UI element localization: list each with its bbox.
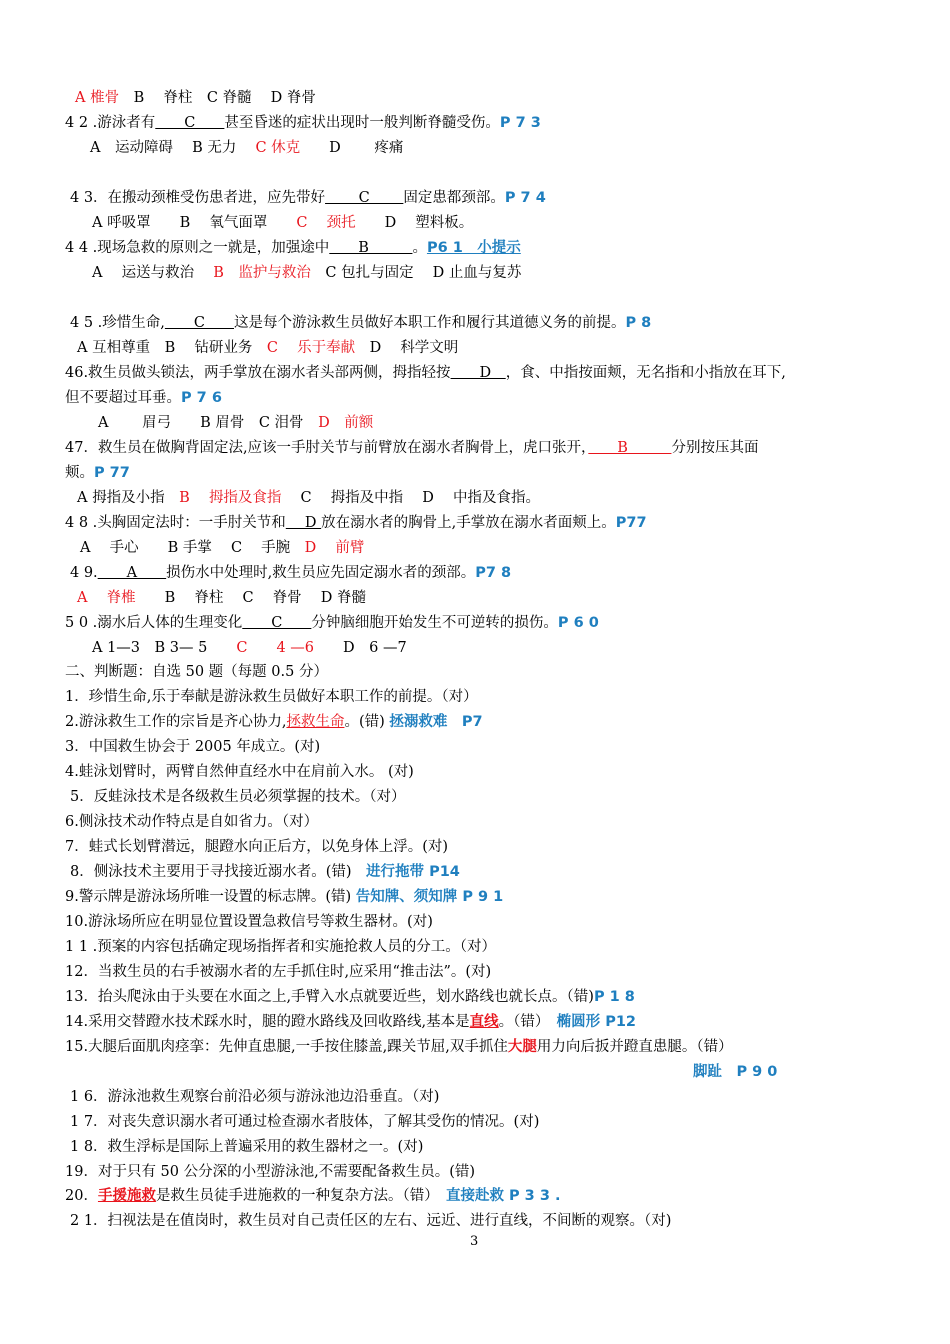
text-segment: ，食、中指按面颊，无名指和小指放在耳下, xyxy=(505,365,786,381)
text-line xyxy=(70,1211,671,1233)
text-line xyxy=(65,438,758,460)
text-segment: 4 4 .现场急救的原则之一就是，加强途中 xyxy=(65,240,330,256)
text-segment: A 眉弓 B 眉骨 C 泪骨 xyxy=(98,415,319,431)
text-line xyxy=(65,937,496,959)
text-line xyxy=(70,563,511,585)
text-segment: 。(错) xyxy=(344,714,390,730)
text-segment: P7 8 xyxy=(475,565,512,581)
text-segment: C xyxy=(325,190,404,206)
text-segment: B 监护与救治 xyxy=(213,265,311,281)
text-segment: 47．救生员在做胸背固定法,应该一手肘关节与前臂放在溺水者胸骨上，虎口张开， xyxy=(65,440,589,456)
text-segment: B xyxy=(329,240,413,256)
text-segment: C 颈托 xyxy=(296,215,356,231)
text-segment: 20． xyxy=(65,1188,98,1204)
text-segment: P 7 3 xyxy=(499,115,541,131)
text-segment: 5 0 .溺水后人体的生理变化 xyxy=(65,615,243,631)
text-segment: 放在溺水者的胸骨上,手掌放在溺水者面颊上。 xyxy=(321,515,616,531)
text-segment: 6.侧泳技术动作特点是自如省力。（对） xyxy=(65,814,319,830)
text-segment: 甚至昏迷的症状出现时一般判断脊髓受伤。 xyxy=(224,115,500,131)
text-line xyxy=(75,88,316,110)
text-segment: C 包扎与固定 D 止血与复苏 xyxy=(310,265,522,281)
text-segment: D 疼痛 xyxy=(300,140,404,156)
text-segment: 椭圆形 P12 xyxy=(556,1014,637,1030)
text-segment: P 77 xyxy=(94,465,130,481)
text-segment: 4 5 .珍惜生命, xyxy=(70,315,165,331)
text-segment: P77 xyxy=(615,515,647,531)
text-segment: 。 xyxy=(412,240,427,256)
text-segment: 2.游泳救生工作的宗旨是齐心协力, xyxy=(65,714,287,730)
text-segment: 14.采用交替蹬水技术踩水时，腿的蹬水路线及回收路线,基本是 xyxy=(65,1014,470,1030)
text-segment: A 运动障碍 B 无力 xyxy=(90,140,256,156)
text-segment: P6 1 小提示 xyxy=(426,240,521,256)
text-segment: 直接赴救 P 3 3 . xyxy=(445,1188,561,1204)
text-segment: D xyxy=(450,365,506,381)
text-line xyxy=(80,538,364,560)
text-line xyxy=(65,737,320,759)
text-segment: D 塑料板。 xyxy=(355,215,474,231)
text-line xyxy=(65,662,328,684)
text-segment: A 1—3 B 3— 5 xyxy=(92,640,237,656)
text-segment: B 脊柱 C 脊髓 D 脊骨 xyxy=(119,90,316,106)
text-line xyxy=(90,138,403,160)
text-line xyxy=(70,1137,423,1159)
text-segment: 1 1 .预案的内容包括确定现场指挥者和实施抢救人员的分工。（对） xyxy=(65,939,497,955)
text-segment: 13．抬头爬泳由于头要在水面之上,手臂入水点就要近些，划水路线也就长点。（错) xyxy=(65,989,594,1005)
text-line xyxy=(92,213,473,235)
text-segment: 4.蛙泳划臂时，两臂自然伸直经水中在肩前入水。 (对) xyxy=(65,764,414,780)
text-segment: A 手心 B 手掌 C 手腕 xyxy=(80,540,305,556)
text-segment: A 脊椎 xyxy=(77,590,136,606)
text-segment: 9.警示牌是游泳场所唯一设置的标志牌。(错) xyxy=(65,889,356,905)
text-segment: P 7 6 xyxy=(181,390,222,406)
text-segment: 12．当救生员的右手被溺水者的左手抓住时,应采用“推击法”。(对) xyxy=(65,964,492,980)
text-line xyxy=(65,712,483,734)
text-segment: 分别按压其面 xyxy=(671,440,759,456)
text-segment: 4 2 .游泳者有 xyxy=(65,115,156,131)
text-segment: 颊。 xyxy=(65,465,94,481)
text-segment: 5．反蛙泳技术是各级救生员必须掌握的技术。（对） xyxy=(70,789,406,805)
text-segment: A 呼吸罩 B 氧气面罩 xyxy=(92,215,297,231)
text-segment: D 科学文明 xyxy=(355,340,459,356)
text-segment: 。（错） xyxy=(498,1014,557,1030)
text-segment: B xyxy=(588,440,672,456)
text-segment: 这是每个游泳救生员做好本职工作和履行其道德义务的前提。 xyxy=(234,315,626,331)
text-segment: 4 3．在搬动颈椎受伤患者进，应先带好 xyxy=(70,190,326,206)
text-line xyxy=(92,263,521,285)
text-line xyxy=(693,1062,777,1084)
text-segment: 10.游泳场所应在明显位置设置急救信号等救生器材。(对) xyxy=(65,914,433,930)
text-segment: 手援施救 xyxy=(97,1187,156,1204)
text-segment: D 6 —7 xyxy=(314,640,407,656)
text-segment: B 拇指及食指 xyxy=(179,490,282,506)
text-line xyxy=(65,1012,636,1034)
text-line xyxy=(70,188,546,210)
text-segment: P 7 4 xyxy=(504,190,546,206)
text-segment: 用力向后扳并蹬直患腿。（错） xyxy=(536,1039,733,1055)
text-line xyxy=(65,887,503,909)
text-line xyxy=(65,762,414,784)
text-segment: P 6 0 xyxy=(557,615,599,631)
text-line xyxy=(65,912,433,934)
text-segment: C xyxy=(155,115,225,131)
text-segment: D 前额 xyxy=(318,415,374,431)
text-line xyxy=(70,862,460,884)
text-segment: A xyxy=(97,565,167,581)
text-segment: B 脊柱 C 脊骨 D 脊髓 xyxy=(135,590,367,606)
text-line xyxy=(92,638,407,660)
text-segment: 告知牌、须知牌 P 9 1 xyxy=(355,889,504,905)
text-segment: 7．蛙式长划臂潜远，腿蹬水向正后方，以免身体上浮。(对) xyxy=(65,839,449,855)
text-segment: D xyxy=(285,515,322,531)
text-line xyxy=(65,1162,475,1184)
text-line xyxy=(70,1087,439,1109)
text-segment: 固定患都颈部。 xyxy=(403,190,505,206)
text-line xyxy=(65,388,222,410)
text-segment: 进行拖带 P14 xyxy=(366,864,460,880)
text-line xyxy=(65,613,599,635)
text-segment: 脚趾 P 9 0 xyxy=(693,1064,778,1080)
text-segment: P 1 8 xyxy=(593,989,635,1005)
text-segment: 直线 xyxy=(469,1013,499,1030)
text-segment: 大腿 xyxy=(507,1038,537,1055)
text-segment: 4 9. xyxy=(70,565,98,581)
text-segment: 2 1．扫视法是在值岗时，救生员对自己责任区的左右、远近、进行直线，不间断的观察。（对) xyxy=(70,1213,672,1229)
text-segment: P 8 xyxy=(625,315,652,331)
text-segment: C xyxy=(164,315,234,331)
text-line xyxy=(70,787,405,809)
text-segment: 二、判断题：自选 50 题（每题 0.5 分） xyxy=(65,664,328,680)
text-segment: C 拇指及中指 D 中指及食指。 xyxy=(281,490,541,506)
text-segment: 是救生员徒手进施救的一种复杂方法。（错） xyxy=(155,1188,446,1204)
text-line xyxy=(98,413,373,435)
text-segment: 拯溺救难 P7 xyxy=(389,714,483,730)
text-segment: A 运送与救治 xyxy=(92,265,214,281)
page-number: 3 xyxy=(470,1234,479,1249)
text-segment: 4 8 .头胸固定法时：一手肘关节和 xyxy=(65,515,286,531)
text-line xyxy=(65,687,478,709)
text-segment: 1 6．游泳池救生观察台前沿必须与游泳池边沿垂直。（对) xyxy=(70,1089,440,1105)
text-segment: 拯救生命 xyxy=(286,714,345,730)
text-line xyxy=(65,113,541,135)
text-segment: A 椎骨 xyxy=(75,90,120,106)
text-line xyxy=(77,488,540,510)
text-segment: 46.救生员做头锁法，两手掌放在溺水者头部两侧，拇指轻按 xyxy=(65,365,451,381)
text-line xyxy=(65,363,786,385)
text-line xyxy=(77,338,458,360)
text-line xyxy=(65,1037,733,1059)
text-segment: D 前臂 xyxy=(304,540,365,556)
text-line xyxy=(77,588,366,610)
text-segment: 3．中国救生协会于 2005 年成立。(对) xyxy=(65,739,321,755)
text-segment: A 互相尊重 B 钻研业务 xyxy=(77,340,267,356)
text-segment: C 4 —6 xyxy=(236,640,315,656)
text-segment: C 乐于奉献 xyxy=(266,340,356,356)
text-line xyxy=(65,987,635,1009)
text-line xyxy=(65,513,647,535)
text-line xyxy=(70,313,651,335)
text-line xyxy=(65,962,491,984)
text-line xyxy=(65,238,521,260)
text-segment: A 拇指及小指 xyxy=(77,490,180,506)
text-segment: C 休克 xyxy=(255,140,301,156)
text-segment: 但不要超过耳垂。 xyxy=(65,390,181,406)
text-segment: 1 7．对丧失意识溺水者可通过检查溺水者肢体，了解其受伤的情况。(对) xyxy=(70,1114,540,1130)
text-segment: 8．侧泳技术主要用于寻找接近溺水者。(错) xyxy=(70,864,367,880)
text-segment: C xyxy=(242,615,312,631)
text-segment: 损伤水中处理时,救生员应先固定溺水者的颈部。 xyxy=(166,565,476,581)
text-line xyxy=(65,1186,560,1208)
text-segment: 19．对于只有 50 公分深的小型游泳池,不需要配备救生员。(错) xyxy=(65,1164,476,1180)
text-line xyxy=(65,463,130,485)
text-segment: 1．珍惜生命,乐于奉献是游泳救生员做好本职工作的前提。（对） xyxy=(65,689,478,705)
text-line xyxy=(65,812,318,834)
text-segment: 15.大腿后面肌肉痉挛：先伸直患腿,一手按住膝盖,踝关节屈,双手抓住 xyxy=(65,1039,508,1055)
text-line xyxy=(70,1112,539,1134)
text-segment: 分钟脑细胞开始发生不可逆转的损伤。 xyxy=(311,615,558,631)
text-segment: 1 8．救生浮标是国际上普遍采用的救生器材之一。(对) xyxy=(70,1139,424,1155)
text-line xyxy=(65,837,448,859)
